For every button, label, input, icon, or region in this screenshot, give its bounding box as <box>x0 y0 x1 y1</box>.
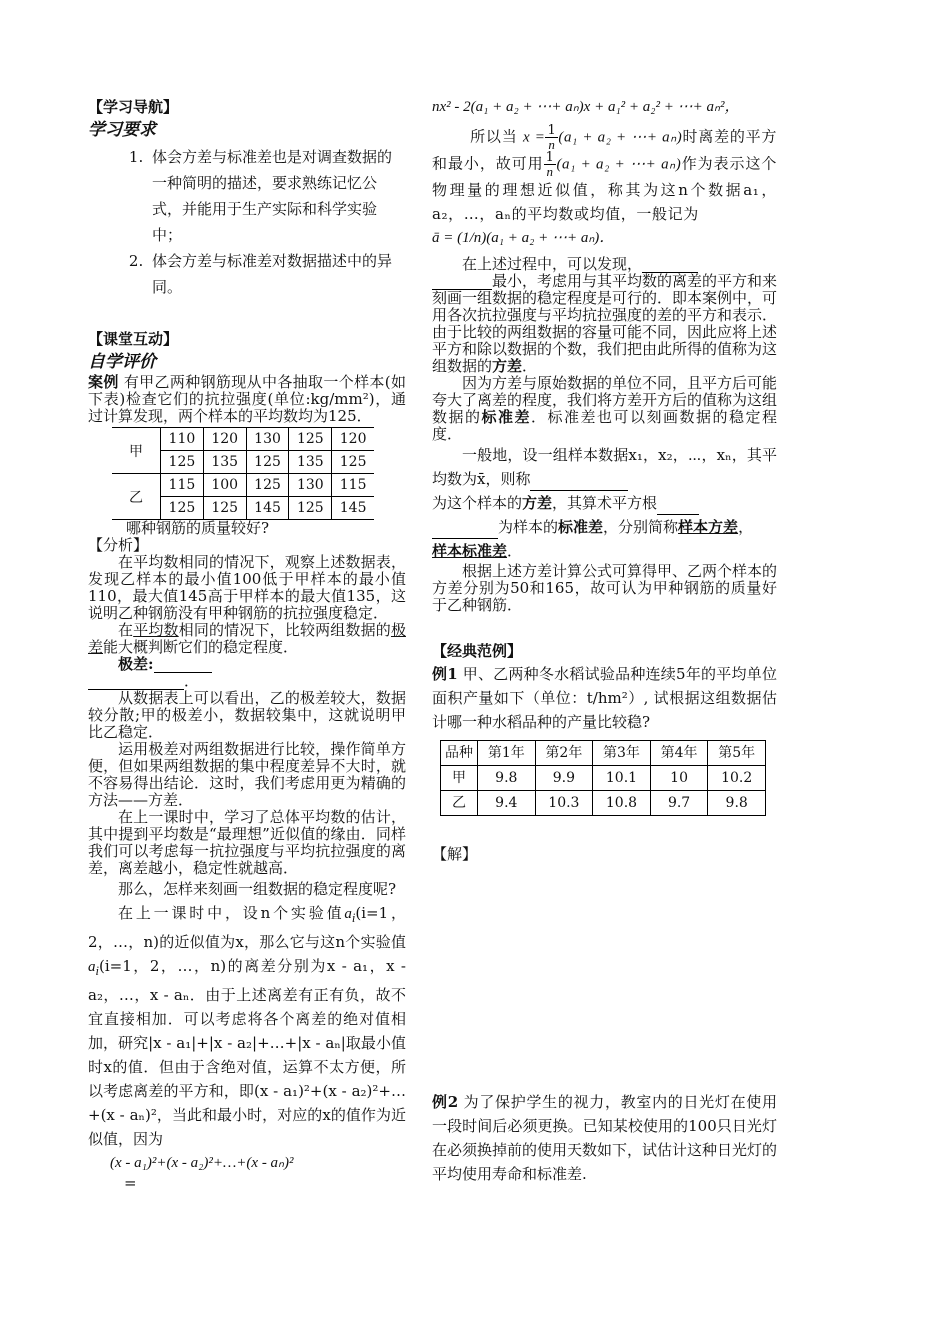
compare-paragraph: 运用极差对两组数据进行比较，操作简单方便，但如果两组数据的集中程度差异不大时，就不容易得出结论．这时，我们考虑用更为精确的方法——方差． <box>88 740 406 809</box>
math-ai: $a_i$ <box>88 959 99 978</box>
table-row <box>441 766 766 791</box>
self-eval-title: 自学评价 <box>88 352 156 372</box>
table-cell: 乙 <box>441 791 478 816</box>
table-cell: 120 <box>203 428 246 451</box>
example-2-text: 为了保护学生的视力，教室内的日光灯在使用一段时间后必须更换。已知某校使用的100只日光灯在必须换掉前的使用天数如下，试估计这种日光灯的平均使用寿命和标准差. <box>432 1093 778 1183</box>
table-header: 第1年 <box>478 741 536 766</box>
table-cell: 9.4 <box>478 791 536 816</box>
term-variance: 方差 <box>522 494 553 512</box>
text-span: 因为方差与原始数据的单位不同，且平方后可能夸大了离差的程度，我们将方差开方后的值称为这组数据的 <box>432 374 778 426</box>
text-span: 所以当 <box>470 127 518 146</box>
general-paragraph: 一般地，设一组样本数据x₁，x₂，⋯，xₙ，其平均数为x̄，则称 为这个样本的方差，其算术平方根 为样本的标准差，分别简称样本方差， 样本标准差． <box>432 446 777 560</box>
text-span: 在上一课时中，设n个实验值 <box>118 904 345 922</box>
text-span: 一般地，设一组样本数据x₁，x₂，⋯，xₙ，其平均数为x̄，则称 <box>432 446 777 488</box>
table-cell: 10 <box>650 766 708 791</box>
requirements-title: 学习要求 <box>88 120 156 140</box>
table-cell: 9.7 <box>650 791 708 816</box>
question-text: 哪种钢筋的质量较好? <box>126 519 270 537</box>
math-sum: (a₁ + a₂ + ⋯+ aₙ) <box>556 156 682 173</box>
analysis-paragraph-1: 在平均数相同的情况下，观察上述数据表，发现乙样本的最小值100低于甲样本的最小值110，最大值145高于甲样本的最大值135，这说明乙种钢筋没有甲种钢筋的抗拉强度稳定． <box>88 553 406 622</box>
table-cell: 10.2 <box>708 766 766 791</box>
examples-title: 【经典范例】 <box>432 642 523 660</box>
expanded-expression: nx² - 2(a₁ + a₂ + ⋯+ aₙ)x + a₁² + a₂² + ⋯+ aₙ²， <box>432 99 740 115</box>
table-header: 第4年 <box>650 741 708 766</box>
table-row <box>441 791 766 816</box>
std-paragraph <box>432 375 777 443</box>
text-span: 为这个样本的 <box>432 494 523 512</box>
answer-blank <box>657 514 699 515</box>
term-variance: 方差 <box>492 357 523 375</box>
table-row <box>112 428 374 451</box>
deviation-paragraph <box>88 901 406 1151</box>
requirements-list <box>88 144 406 300</box>
example-1 <box>432 662 777 734</box>
table-cell: 110 <box>161 428 204 451</box>
analysis-paragraph-2 <box>88 622 406 656</box>
range-label: 极差: <box>118 655 154 673</box>
case-label: 案例 <box>88 373 119 391</box>
math-ai: $a_i$ <box>344 906 356 925</box>
find-paragraph: 在上述过程中，可以发现， 最小，考虑用与其平均数的离差的平方和来刻画一组数据的稳定程度是可行的．即本案例中，可用各次抗拉强度与平均抗拉强度的差的平方和表示．由于比较的两组数据的容量可能不同，因此应将上述平方和除以数据的个数，我们把由此所得的值称为这组数据的方差． <box>432 255 778 375</box>
table-header: 第3年 <box>593 741 651 766</box>
table-cell: 145 <box>246 497 289 520</box>
table-cell: 135 <box>203 451 246 474</box>
term-sample-std: 样本标准差 <box>432 542 508 560</box>
table-header: 第2年 <box>535 741 593 766</box>
solution-label: 【解】 <box>432 845 478 863</box>
text-span: (i=1，2，…，n)的近似值为x，那么它与这n个实验值 <box>88 904 406 951</box>
text-span: ．标准差也可以刻画数据的稳定程度． <box>432 408 777 443</box>
text-span: 为样本的 <box>498 518 559 536</box>
table-cell: 115 <box>332 474 374 497</box>
table-cell: 125 <box>161 497 204 520</box>
table-cell: 125 <box>161 451 204 474</box>
table-cell: 10.8 <box>593 791 651 816</box>
table-cell: 125 <box>332 451 374 474</box>
range-line-2 <box>88 673 406 690</box>
rice-table <box>440 740 766 816</box>
left-column <box>88 96 406 1192</box>
analysis-title: 【分析】 <box>88 536 149 554</box>
mean-formula: ā = (1/n)(a₁ + a₂ + ⋯+ aₙ)． <box>432 230 615 246</box>
term-std: 标准差 <box>558 518 604 536</box>
table-cell: 9.9 <box>535 766 593 791</box>
text-span: 在 <box>118 621 134 639</box>
table-cell: 甲 <box>441 766 478 791</box>
fraction-1-n: $\frac{1}{n}$ <box>545 150 555 179</box>
table-cell: 125 <box>246 474 289 497</box>
so-paragraph <box>432 124 777 226</box>
table-cell: 9.8 <box>708 791 766 816</box>
text-span: (i=1，2，…，n)的离差分别为x - a₁，x - a₂，…，x - aₙ．由于上述离差有正有负，故不宜直接相加．可以考虑将各个离差的绝对值相加，研究|x - a₁|+|x - a₂|+…+|x - aₙ|取最小值时x的值．但由于含绝对值，运算不太方便，所以考虑离差的平方和，即(x - a₁)²+(x - a₂)²+…+(x - aₙ)²，当此和最小时，对应的x的值作为近似值，因为 <box>88 957 406 1148</box>
text-span: 最小，考虑用与其平均数的离差的平方和来刻画一组数据的稳定程度是可行的．即本案例中，可用各次抗拉强度与平均抗拉强度的差的平方和表示．由于比较的两组数据的容量可能不同，因此应将上述平方和除以数据的个数，我们把由此所得的值称为这组数据的 <box>432 272 778 375</box>
answer-blank <box>432 538 498 539</box>
jia-label: 甲 <box>112 428 161 474</box>
right-column <box>432 96 777 1186</box>
table-row <box>441 741 766 766</box>
requirement-item: 1. 体会方差与标准差也是对调查数据的一种简明的描述，要求熟练记忆公式，并能用于生产实际和科学实验中； <box>148 144 406 248</box>
how-paragraph: 那么，怎样来刻画一组数据的稳定程度呢? <box>118 880 397 898</box>
text-span: 作为表示这个物理量的理想近似值，称其为这n个数据a₁，a₂，…，aₙ的平均数或均值，一般记为 <box>432 154 777 223</box>
table-cell: 100 <box>203 474 246 497</box>
requirement-item: 2. 体会方差与标准差对数据描述中的异同。 <box>148 248 406 300</box>
table-cell: 10.3 <box>535 791 593 816</box>
answer-blank <box>530 490 628 491</box>
table-cell: 130 <box>289 474 332 497</box>
text-span: ． <box>184 672 200 690</box>
text-span: 相同的情况下，比较两组数据的 <box>178 621 391 639</box>
text-span: 时离差的平方和最小，故可用 <box>432 127 777 173</box>
example-2 <box>432 1090 777 1186</box>
table-cell: 120 <box>332 428 374 451</box>
case-text: 有甲乙两种钢筋现从中各抽取一个样本(如下表)检查它们的抗拉强度(单位:kg/mm²)，通过计算发现，两个样本的平均数均为125． <box>88 373 406 425</box>
calc-paragraph: 根据上述方差计算公式可算得甲、乙两个样本的方差分别为50和165，故可认为甲种钢筋的质量好于乙种钢筋． <box>432 562 778 614</box>
table-cell: 145 <box>332 497 374 520</box>
text-span: ，其算术平方根 <box>552 494 658 512</box>
text-span: ，分别简称 <box>603 518 679 536</box>
example-1-label: 例1 <box>432 665 458 683</box>
yi-label: 乙 <box>112 474 161 520</box>
table-cell: 130 <box>246 428 289 451</box>
sum-line: (x - a₁)²+(x - a₂)²+…+(x - aₙ)² <box>110 1155 294 1171</box>
table-cell: 10.1 <box>593 766 651 791</box>
table-cell: 135 <box>289 451 332 474</box>
classroom-title: 【课堂互动】 <box>88 330 179 348</box>
table-header: 品种 <box>441 741 478 766</box>
underlined-term: 极差 <box>88 621 406 656</box>
table-cell: 125 <box>246 451 289 474</box>
prev-paragraph: 在上一课时中，学习了总体平均数的估计，其中提到平均数是“最理想”近似值的缘由．同样我们可以考虑每一抗拉强度与平均抗拉强度的离差，离差越小，稳定性就越高． <box>88 808 406 877</box>
equals-line: = <box>124 1174 137 1192</box>
table-cell: 9.8 <box>478 766 536 791</box>
range-paragraph: 从数据表上可以看出，乙的极差较大，数据较分散;甲的极差小，数据较集中，这就说明甲比乙稳定． <box>88 689 406 741</box>
example-2-label: 例2 <box>432 1093 459 1111</box>
term-std: 标准差 <box>481 408 531 426</box>
table-cell: 115 <box>161 474 204 497</box>
math-x-eq: x = <box>522 129 546 146</box>
table-cell: 125 <box>289 497 332 520</box>
fraction-1-n: $\frac{1}{n}$ <box>547 123 557 152</box>
math-sum: (a₁ + a₂ + ⋯+ aₙ) <box>558 129 683 146</box>
nav-title: 【学习导航】 <box>88 98 179 116</box>
table-cell: 125 <box>203 497 246 520</box>
case-paragraph <box>88 374 406 425</box>
underlined-term: 平均数 <box>133 621 179 639</box>
steel-table <box>112 427 374 520</box>
example-1-text: 甲、乙两种冬水稻试验品种连续5年的平均单位面积产量如下（单位：t/hm²）, 试根据这组数据估计哪一种水稻品种的产量比较稳? <box>432 665 778 731</box>
term-sample-variance: 样本方差 <box>678 518 739 536</box>
table-row <box>112 474 374 497</box>
text-span: 能大概判断它们的稳定程度． <box>103 638 299 656</box>
text-span: 在上述过程中，可以发现， <box>462 255 643 273</box>
table-cell: 125 <box>289 428 332 451</box>
range-line <box>88 656 406 673</box>
table-header: 第5年 <box>708 741 766 766</box>
